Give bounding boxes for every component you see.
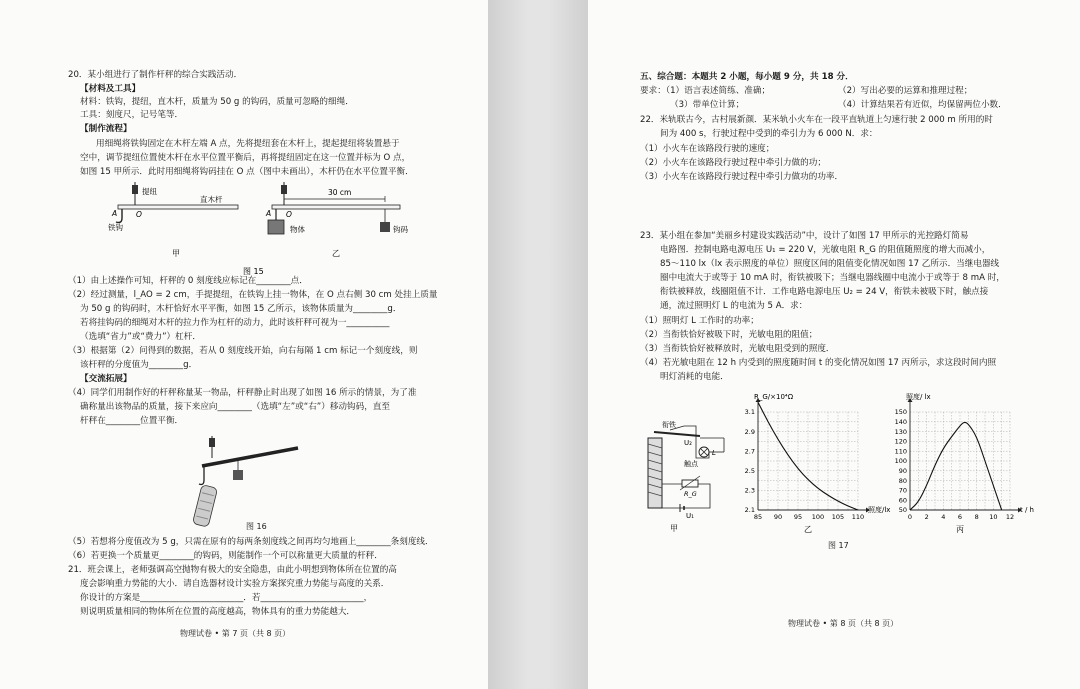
- q20-question: （2）经过测量，l_AO = 2 cm，手提提纽，在铁钩上挂一物体，在 O 点右侧 30 cm 处挂上质量: [68, 290, 438, 300]
- weight-icon: [233, 470, 243, 480]
- tools-text: 工具：刻度尺，记号笔等．: [80, 110, 184, 120]
- point-a-label: A: [266, 209, 272, 218]
- y-tick-label: 130: [894, 427, 907, 436]
- q23-sub: （1）照明灯 L 工作时的功率；: [640, 316, 759, 326]
- handle-label: 提纽: [142, 187, 157, 196]
- x-tick-label: 8: [974, 513, 979, 521]
- y-axis-label: R_G/×10⁴Ω: [754, 393, 794, 401]
- y-tick-label: 100: [894, 457, 907, 466]
- q23-line: 圈中电流大于或等于 10 mA 时，衔铁被吸下；当继电器线圈中电流小于或等于 8 mA 时，: [660, 273, 1005, 283]
- q23-sub: 明灯消耗的电能．: [660, 372, 729, 382]
- q23-line: 衔铁被释放，线圈阻值不计．工作电路电源电压 U₂ = 24 V，衔铁未被吸下时，触点接: [660, 287, 989, 297]
- page-footer: 物理试卷 • 第 8 页（共 8 页）: [788, 619, 899, 628]
- requirement: （2）写出必要的运算和推理过程；: [838, 86, 973, 96]
- q21-line: 21．班会课上，老师强调高空抛物有极大的安全隐患，由此小明想到物体所在位置的高: [68, 565, 397, 575]
- point-o-label: O: [136, 210, 142, 219]
- page-footer: 物理试卷 • 第 7 页（共 8 页）: [180, 629, 291, 638]
- q23-line: 23．某小组在参加“美丽乡村建设实践活动”中，设计了如图 17 甲所示的光控路灯简易: [640, 231, 969, 241]
- q21-line: 则说明质量相同的物体所在位置的高度越高，物体具有的重力势能越大．: [80, 607, 356, 617]
- x-tick-label: 12: [1005, 513, 1015, 521]
- chart-bing: [892, 392, 1042, 540]
- y-tick-label: 2.5: [744, 467, 755, 475]
- x-tick-label: 0: [907, 513, 913, 521]
- sub-jia-label: 甲: [172, 249, 180, 258]
- figure-15: [110, 182, 410, 282]
- q20-question: 该杆秤的分度值为________g．: [80, 360, 198, 370]
- rg-label: R_G: [684, 490, 697, 498]
- rod-shape: [118, 205, 238, 209]
- q23-line: 通，流过照明灯 L 的电流为 5 A．求：: [660, 301, 808, 311]
- q20-question: （1）由上述操作可知，杆秤的 0 刻度线应标记在________点．: [68, 276, 308, 286]
- q23-sub: （4）若光敏电阻在 12 h 内受到的照度随时间 t 的变化情况如图 17 丙所示，求这段时间内照: [640, 358, 997, 368]
- sub-jia-label: 甲: [670, 524, 678, 533]
- armature-label: 衔铁: [662, 421, 676, 429]
- materials-heading: 【材料及工具】: [80, 84, 141, 94]
- q23-line: 电路图．控制电路电源电压 U₁ = 220 V，光敏电阻 R_G 的阻值随照度的增大而减小，: [660, 245, 991, 255]
- figure-16-caption: 图 16: [246, 522, 267, 531]
- q20-question: （6）若更换一个质量更________的钩码，则能制作一个可以称量更大质量的杆秤．: [68, 551, 383, 561]
- figure-15-yi: [265, 182, 408, 258]
- x-axis-label: 照度/lx: [868, 506, 891, 514]
- u1-label: U₁: [686, 512, 694, 520]
- q22-sub: （2）小火车在该路段行驶过程中牵引力做的功；: [640, 158, 826, 168]
- hook-label: 铁钩: [108, 223, 123, 232]
- y-tick-label: 110: [894, 447, 907, 456]
- x-tick-label: 2: [924, 513, 929, 521]
- panel-label: 丙: [956, 525, 964, 534]
- process-line: 如图 15 甲所示．此时用细绳将钩码挂在 O 点（图中未画出），木杆仍在水平位置平衡．: [80, 167, 414, 177]
- tilted-rod: [202, 448, 298, 466]
- y-tick-label: 150: [894, 408, 907, 417]
- series-line: [910, 422, 1002, 510]
- object-box: [268, 220, 284, 234]
- y-tick-label: 2.1: [744, 506, 755, 515]
- weight-icon: [380, 222, 390, 232]
- x-tick-label: 90: [773, 513, 783, 521]
- handle-icon: [132, 185, 138, 194]
- weight-label: 钩码: [393, 225, 408, 234]
- process-heading: 【制作流程】: [80, 124, 132, 134]
- requirement: （3）带单位计算；: [670, 100, 745, 110]
- x-tick-label: 85: [753, 513, 763, 521]
- x-tick-label: 110: [851, 513, 865, 521]
- q22-line: 间为 400 s，行驶过程中受到的牵引力为 6 000 N．求：: [660, 129, 878, 139]
- process-line: 空中，调节提纽位置使木杆在水平位置平衡后，再将提纽固定在这一位置并标为 O 点，: [80, 153, 411, 163]
- q20-question: （选填“省力”或“费力”）杠杆．: [80, 332, 201, 342]
- distance-label: 30 cm: [328, 188, 352, 197]
- y-tick-label: 2.7: [744, 447, 755, 456]
- q21-line: 你设计的方案是________________________．若________________________，: [80, 593, 373, 603]
- sub-yi-label: 乙: [332, 249, 340, 258]
- y-tick-label: 120: [894, 437, 907, 446]
- y-tick-label: 3.1: [744, 408, 755, 417]
- q23-line: 85～110 lx（lx 表示照度的单位）照度区间的阻值变化情况如图 17 乙所示．当继电器线: [660, 259, 1000, 269]
- expand-line: 确称量出该物品的质量，接下来应向________（选填“左”或“右”）移动钩码，直至: [80, 402, 390, 412]
- lamp-label: L: [712, 449, 716, 457]
- panel-label: 乙: [804, 525, 812, 534]
- q20-question: 若将挂钩码的细绳对木杆的拉力作为杠杆的动力，此时该杆秤可视为一__________: [80, 318, 390, 328]
- object-label: 物体: [290, 225, 305, 234]
- armature-bar: [654, 432, 700, 436]
- x-tick-label: 100: [811, 513, 825, 521]
- x-axis-label: t / h: [1020, 506, 1034, 514]
- exam-page-8: [588, 0, 1080, 689]
- x-tick-label: 6: [957, 513, 963, 521]
- q20-question: （5）若想将分度值改为 5 g，只需在原有的每两条刻度线之间再均匀地画上________条刻度线．: [68, 537, 434, 547]
- u2-label: U₂: [684, 439, 692, 447]
- figure-15-jia: [108, 182, 238, 258]
- x-tick-label: 105: [831, 513, 845, 521]
- electromagnet: [648, 438, 662, 508]
- y-tick-label: 50: [898, 506, 907, 515]
- expand-heading: 【交流拓展】: [80, 374, 132, 384]
- section-title: 五、综合题：本题共 2 小题，每小题 9 分，共 18 分．: [640, 72, 854, 82]
- handle-icon: [209, 438, 215, 447]
- chart-yi: [738, 392, 900, 540]
- q20-question: 为 50 g 的钩码时，木杆恰好水平平衡，如图 15 乙所示，该物体质量为________g．: [80, 304, 402, 314]
- y-tick-label: 70: [898, 486, 907, 495]
- expand-line: （4）同学们用制作好的杆秤称量某一物品，杆秤静止时出现了如图 16 所示的情景，为了准: [68, 388, 417, 398]
- q20-title: 20．某小组进行了制作杆秤的综合实践活动．: [68, 70, 243, 80]
- y-tick-label: 140: [894, 418, 907, 426]
- contact-label: 触点: [684, 460, 698, 468]
- q22-sub: （1）小火车在该路段行驶的速度；: [640, 144, 775, 154]
- circuit-diagram: [640, 418, 740, 538]
- point-o-label: O: [286, 210, 292, 219]
- rod-label: 直木杆: [200, 195, 223, 204]
- materials-text: 材料：铁钩，提纽，直木杆，质量为 50 g 的钩码，质量可忽略的细绳．: [80, 97, 354, 107]
- q21-line: 度会影响重力势能的大小．请自选器材设计实验方案探究重力势能与高度的关系．: [80, 579, 390, 589]
- hanging-item: [192, 485, 217, 528]
- hook-icon: [199, 466, 204, 485]
- x-tick-label: 10: [989, 513, 998, 521]
- point-a-label: A: [112, 209, 118, 218]
- y-tick-label: 2.9: [744, 427, 755, 436]
- page-gap: [488, 0, 588, 689]
- x-tick-label: 95: [793, 513, 803, 521]
- figure-17-caption: 图 17: [828, 541, 849, 550]
- process-line: 用细绳将铁钩固定在木杆左端 A 点，先将提纽套在木杆上，提起提纽将装置悬于: [96, 139, 400, 149]
- exam-page-7: [0, 0, 488, 689]
- q22-line: 22．米轨联古今，古村展新颜．某米轨小火车在一段平直轨道上匀速行驶 2 000 m 所用的时: [640, 115, 993, 125]
- photoresistor-icon: [682, 480, 698, 487]
- y-tick-label: 60: [898, 496, 907, 505]
- requirement: 要求：（1）语言表述简练、准确；: [640, 86, 771, 96]
- x-tick-label: 4: [941, 513, 946, 521]
- q23-sub: （2）当衔铁恰好被吸下时，光敏电阻的阻值；: [640, 330, 818, 340]
- q23-sub: （3）当衔铁恰好被释放时，光敏电阻受到的照度．: [640, 344, 835, 354]
- requirement: （4）计算结果若有近似，均保留两位小数．: [838, 100, 1007, 110]
- q22-sub: （3）小火车在该路段行驶过程中牵引力做功的功率．: [640, 172, 844, 182]
- figure-15-caption: 图 15: [243, 267, 264, 276]
- y-tick-label: 90: [898, 467, 907, 475]
- q20-question: （3）根据第（2）问得到的数据，若从 0 刻度线开始，向右每隔 1 cm 标记一个刻度线，则: [68, 346, 418, 356]
- y-axis-label: 照度/ lx: [906, 393, 931, 401]
- y-tick-label: 2.3: [744, 486, 755, 495]
- y-tick-label: 80: [898, 476, 907, 485]
- expand-line: 杆秤在________位置平衡．: [80, 416, 184, 426]
